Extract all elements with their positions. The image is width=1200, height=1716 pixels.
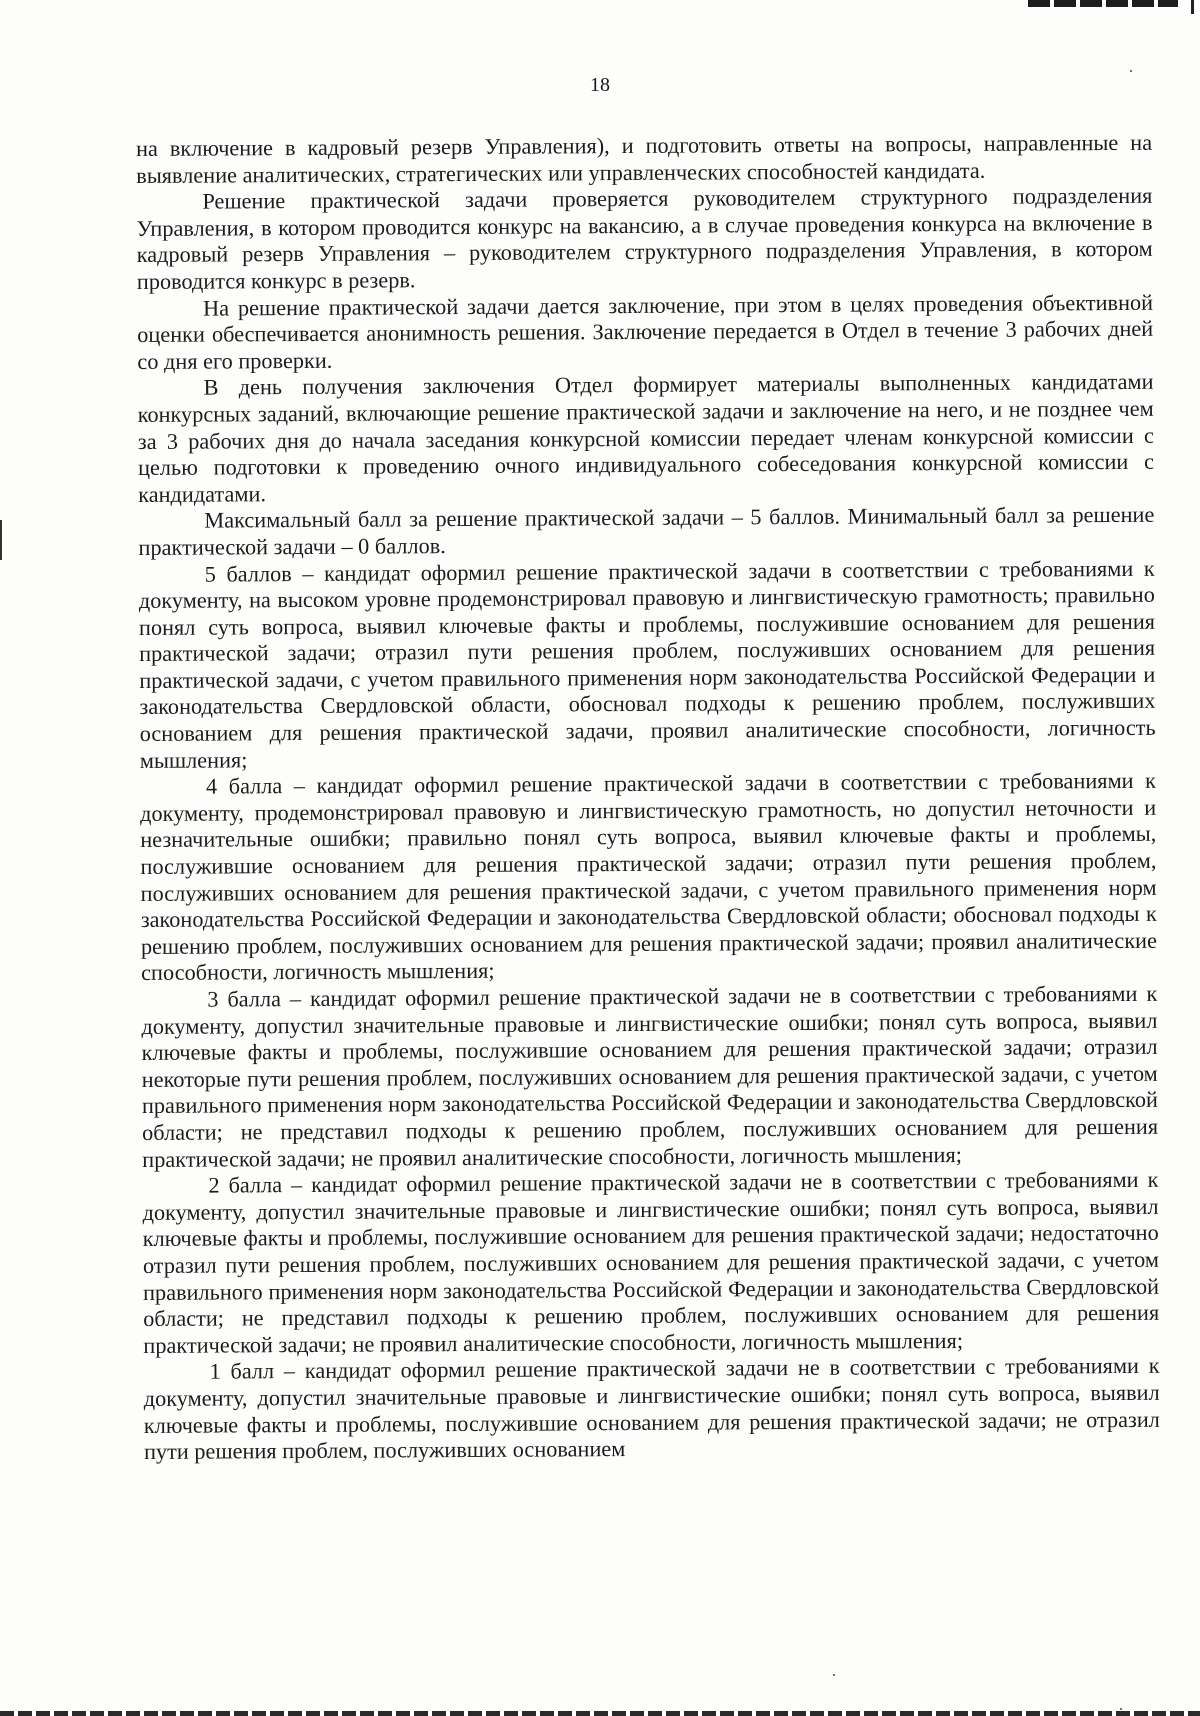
paragraph-score-2: 2 балла – кандидат оформил решение практической задачи не в соответствии с требованиями к документу, допустил значительные правовые и лингвистические ошибки; понял суть вопроса, выявил ключевые факты и проблемы, послужившие основанием для решения практической задачи; недостаточно отразил пути решения проблем, послуживших основанием для решения практической задачи, с учетом правильного применения норм законодательства Российской Федерации и законодательства Свердловской области; не представил подходы к решению проблем, послуживших основанием для решения практической задачи; не проявил аналитические способности, логичность мышления; (142, 1166, 1160, 1358)
paragraph-conclusion: На решение практической задачи дается заключение, при этом в целях проведения объективной оценки обеспечивается анонимность решения. Заключение передается в Отдел в течение 3 рабочих дней со дня его проверки. (137, 289, 1154, 374)
scan-edge-mark-left (0, 520, 2, 560)
scan-speck (833, 1674, 835, 1676)
scan-edge-mark-right (1191, 0, 1194, 14)
paragraph-score-range: Максимальный балл за решение практической задачи – 5 баллов. Минимальный балл за решение практической задачи – 0 баллов. (138, 502, 1155, 560)
paragraph-score-1: 1 балл – кандидат оформил решение практической задачи не в соответствии с требованиями к документу, допустил значительные правовые и лингвистические ошибки; понял суть вопроса, выявил ключевые факты и проблемы, послужившие основанием для решения практической задачи; не отразил пути решения проблем, послуживших основанием (143, 1353, 1160, 1465)
document-body (136, 130, 1160, 1466)
paragraph-continuation: на включение в кадровый резерв Управления), и подготовить ответы на вопросы, направленные на выявление аналитических, стратегических или управленческих способностей кандидата. (136, 129, 1153, 188)
scan-edge-mark-bottom (0, 1711, 1200, 1716)
paragraph-score-3: 3 балла – кандидат оформил решение практической задачи не в соответствии с требованиями к документу, допустил значительные правовые и лингвистические ошибки; понял суть вопроса, выявил ключевые факты и проблемы, послужившие основанием для решения практической задачи; отразил некоторые пути решения проблем, послуживших основанием для решения практической задачи, с учетом правильного применения норм законодательства Российской Федерации и законодательства Свердловской области; не представил подходы к решению проблем, послуживших основанием для решения практической задачи; не проявил аналитические способности, логичность мышления; (141, 980, 1159, 1172)
page-number: 18 (590, 74, 610, 96)
paragraph-review: Решение практической задачи проверяется руководителем структурного подразделения Управления, в котором проводится конкурс на вакансию, а в случае проведения конкурса на включение в кадровый резерв Управления – руководителем структурного подразделения Управления, в котором проводится конкурс в резерв. (136, 182, 1153, 294)
paragraph-score-5: 5 баллов – кандидат оформил решение практической задачи в соответствии с требованиями к документу, на высоком уровне продемонстрировал правовую и лингвистическую грамотность; правильно понял суть вопроса, выявил ключевые факты и проблемы, послужившие основанием для решения практической задачи; отразил пути решения проблем, послуживших основанием для решения практической задачи, с учетом правильного применения норм законодательства Российской Федерации и законодательства Свердловской области, обосновал подходы к решению проблем, послуживших основанием для решения практической задачи, проявил аналитические способности, логичность мышления; (138, 555, 1156, 773)
scan-edge-mark-top (1028, 0, 1178, 7)
paragraph-materials: В день получения заключения Отдел формирует материалы выполненных кандидатами конкурсных заданий, включающие решение практической задачи и заключение на него, и не позднее чем за 3 рабочих дня до начала заседания конкурсной комиссии передает членам конкурсной комиссии с целью подготовки к проведению очного индивидуального собеседования конкурсной комиссии с кандидатами. (137, 369, 1155, 507)
scan-speck (1120, 1708, 1122, 1710)
scan-speck (1130, 70, 1132, 72)
paragraph-score-4: 4 балла – кандидат оформил решение практической задачи в соответствии с требованиями к документу, продемонстрировал правовую и лингвистическую грамотность, но допустил неточности и незначительные ошибки; правильно понял суть вопроса, выявил ключевые факты и проблемы, послужившие основанием для решения практической задачи; отразил пути решения проблем, послуживших основанием для решения практической задачи, с учетом правильного применения норм законодательства Российской Федерации и законодательства Свердловской области; обосновал подходы к решению проблем, послуживших основанием для решения практической задачи; проявил аналитические способности, логичность мышления; (140, 768, 1158, 986)
